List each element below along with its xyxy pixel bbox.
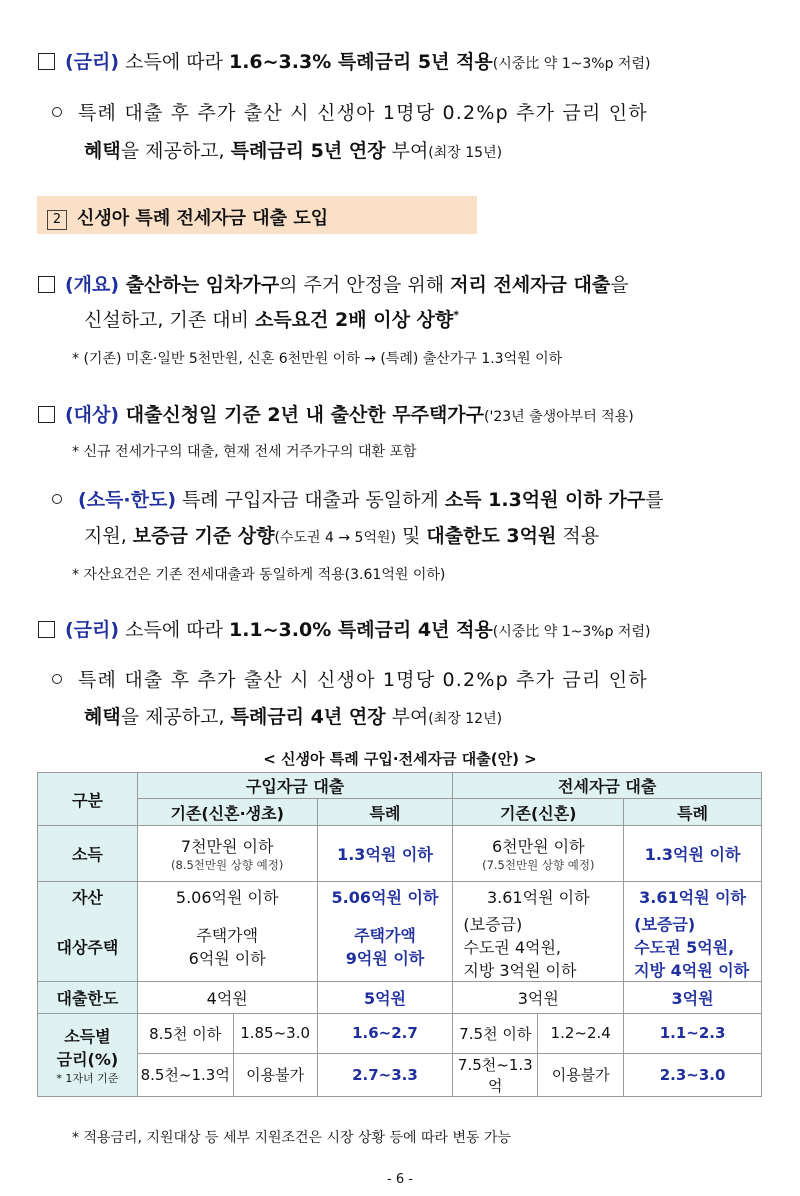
cell-subtext: (7.5천만원 상향 예정) [482, 858, 595, 872]
header-purchase: 구입자금 대출 [137, 773, 453, 799]
limit-b6: 적용 [556, 525, 600, 547]
rate-label1: 소득별 [64, 1026, 111, 1046]
overview-tag: (개요) [65, 274, 120, 296]
row-label-rate [38, 1013, 138, 1096]
limit-a3: 를 [645, 489, 664, 511]
limit-b3: (수도권 4 → 5억원) [274, 530, 396, 546]
table-row [38, 1053, 762, 1096]
header-special-purchase: 특례 [317, 799, 453, 826]
section-heading [37, 196, 477, 234]
limit-b4: 및 [395, 525, 427, 547]
purchase-extra-line1 [52, 98, 648, 125]
loan-existing-purchase: 4억원 [137, 981, 317, 1013]
checkbox-square-icon [38, 621, 55, 638]
overview-line1 [38, 270, 629, 297]
income-special-lease: 1.3억원 이하 [624, 826, 762, 882]
rate-cell: 이용불가 [233, 1053, 317, 1096]
rate-cell: 8.5천 이하 [137, 1013, 233, 1053]
house-special-purchase [317, 912, 453, 982]
row-label-income: 소득 [38, 826, 138, 882]
extra-b4: 부여 [385, 140, 429, 162]
row-label-house: 대상주택 [38, 912, 138, 982]
table-caption: < 신생아 특례 구입·전세자금 대출(안) > [263, 750, 537, 768]
overview-a4: 을 [610, 274, 629, 296]
comparison-table [37, 772, 762, 1097]
income-existing-purchase [137, 826, 317, 882]
header-lease: 전세자금 대출 [453, 773, 762, 799]
overview-b3: * [453, 308, 460, 322]
checkbox-square-icon [38, 53, 55, 70]
purchase-extra-line2 [84, 136, 502, 163]
header-special-lease: 특례 [624, 799, 762, 826]
limit-b2: 보증금 기준 상향 [132, 525, 275, 547]
loan-existing-lease: 3억원 [453, 981, 624, 1013]
limit-b1: 지원, [84, 525, 133, 547]
extra-b5: (최장 15년) [428, 145, 503, 161]
circle-bullet-icon [52, 494, 62, 504]
limit-line2 [84, 521, 599, 548]
section-title: 신생아 특례 전세자금 대출 도입 [77, 208, 329, 229]
target-note: * 신규 전세가구의 대출, 현재 전세 거주가구의 대환 포함 [72, 444, 417, 460]
lease-extra-text: 특례 대출 후 추가 출산 시 신생아 1명당 0.2%p 추가 금리 인하 [78, 669, 648, 691]
cell-text: 주택가액 [354, 926, 416, 945]
rate-label3: * 1자녀 기준 [56, 1071, 119, 1085]
rate-cell: 1.2~2.4 [538, 1013, 624, 1053]
table-row [38, 981, 762, 1013]
target-tag: (대상) [65, 404, 120, 426]
cell-text: 주택가액 [196, 926, 259, 945]
income-special-purchase: 1.3억원 이하 [317, 826, 453, 882]
asset-special-lease: 3.61억원 이하 [624, 882, 762, 912]
lease-rate-a2: 1.1~3.0% 특례금리 4년 적용 [228, 619, 493, 641]
overview-note: * (기존) 미혼·일반 5천만원, 신혼 6천만원 이하 → (특례) 출산가구 1.3억원 이하 [72, 351, 563, 367]
cell-subtext: (8.5천만원 상향 예정) [171, 858, 284, 872]
rate-text: 소득에 따라 [119, 51, 229, 73]
lease-extra-line2 [84, 702, 502, 729]
house-existing-purchase [137, 912, 317, 982]
target-a1: 대출신청일 기준 2년 내 출산한 무주택가구 [119, 404, 485, 426]
purchase-rate-line [38, 47, 650, 74]
cell-text: 수도권 4억원, [463, 937, 562, 957]
overview-a2: 의 주거 안정을 위해 [279, 274, 451, 296]
overview-line2 [84, 305, 459, 332]
target-a2: ('23년 출생아부터 적용) [484, 409, 634, 425]
extra-b2: 을 제공하고, [120, 140, 231, 162]
house-existing-lease [453, 912, 624, 982]
circle-bullet-icon [52, 674, 62, 684]
header-existing-purchase: 기존(신혼·생초) [137, 799, 317, 826]
lease-extra-b5: (최장 12년) [428, 711, 503, 727]
limit-tag: (소득·한도) [78, 489, 177, 511]
asset-existing-lease: 3.61억원 이하 [453, 882, 624, 912]
section-number: 2 [47, 210, 67, 230]
limit-a2: 소득 1.3억원 이하 가구 [444, 489, 646, 511]
cell-text: 수도권 5억원, [634, 937, 735, 957]
overview-b1: 신설하고, 기존 대비 [84, 309, 255, 331]
rate-cell: 7.5천~1.3억 [453, 1053, 538, 1096]
table-row [38, 912, 762, 982]
rate-tag: (금리) [65, 51, 120, 73]
asset-existing-purchase: 5.06억원 이하 [137, 882, 317, 912]
lease-rate-a1: 소득에 따라 [119, 619, 229, 641]
lease-extra-b3: 특례금리 4년 연장 [230, 706, 386, 728]
limit-line1 [52, 485, 664, 512]
lease-extra-b4: 부여 [385, 706, 429, 728]
target-line [38, 400, 634, 427]
overview-b2: 소득요건 2배 이상 상향 [255, 309, 454, 331]
header-category: 구분 [38, 773, 138, 826]
extra-text: 특례 대출 후 추가 출산 시 신생아 1명당 0.2%p 추가 금리 인하 [78, 102, 648, 124]
lease-extra-line1 [52, 665, 648, 692]
rate-small: (시중比 약 1~3%p 저렴) [492, 56, 651, 72]
rate-cell: 2.3~3.0 [624, 1053, 762, 1096]
table-row [38, 1013, 762, 1053]
rate-bold: 1.6~3.3% 특례금리 5년 적용 [228, 51, 493, 73]
table-row [38, 882, 762, 912]
cell-text: 7천만원 이하 [180, 837, 274, 856]
house-special-lease [624, 912, 762, 982]
loan-special-purchase: 5억원 [317, 981, 453, 1013]
cell-text: (보증금) [634, 914, 696, 934]
rate-cell: 1.1~2.3 [624, 1013, 762, 1053]
checkbox-square-icon [38, 276, 55, 293]
rate-cell: 2.7~3.3 [317, 1053, 453, 1096]
cell-text: 6억원 이하 [188, 949, 266, 968]
overview-a3: 저리 전세자금 대출 [450, 274, 611, 296]
lease-rate-line [38, 615, 650, 642]
circle-bullet-icon [52, 107, 62, 117]
header-existing-lease: 기존(신혼) [453, 799, 624, 826]
extra-b3: 특례금리 5년 연장 [230, 140, 386, 162]
overview-a1: 출산하는 임차가구 [119, 274, 280, 296]
loan-special-lease: 3억원 [624, 981, 762, 1013]
rate-cell: 7.5천 이하 [453, 1013, 538, 1053]
cell-text: 9억원 이하 [345, 949, 425, 968]
page-number: - 6 - [387, 1172, 413, 1187]
asset-special-purchase: 5.06억원 이하 [317, 882, 453, 912]
income-existing-lease [453, 826, 624, 882]
table-row [38, 826, 762, 882]
limit-note: * 자산요건은 기존 전세대출과 동일하게 적용(3.61억원 이하) [72, 567, 446, 583]
rate-cell: 1.85~3.0 [233, 1013, 317, 1053]
lease-extra-b1: 혜택 [84, 706, 121, 728]
cell-text: 지방 3억원 이하 [463, 960, 577, 980]
cell-text: (보증금) [463, 914, 523, 934]
cell-text: 지방 4억원 이하 [634, 960, 750, 980]
cell-text: 6천만원 이하 [491, 837, 585, 856]
row-label-asset: 자산 [38, 882, 138, 912]
lease-extra-b2: 을 제공하고, [120, 706, 231, 728]
rate-cell: 8.5천~1.3억 [137, 1053, 233, 1096]
lease-rate-tag: (금리) [65, 619, 120, 641]
footnote: * 적용금리, 지원대상 등 세부 지원조건은 시장 상황 등에 따라 변동 가능 [72, 1130, 512, 1146]
lease-rate-a3: (시중比 약 1~3%p 저렴) [492, 624, 651, 640]
limit-a1: 특례 구입자금 대출과 동일하게 [176, 489, 445, 511]
rate-cell: 1.6~2.7 [317, 1013, 453, 1053]
checkbox-square-icon [38, 406, 55, 423]
rate-label2: 금리(%) [56, 1049, 119, 1069]
rate-cell: 이용불가 [538, 1053, 624, 1096]
extra-b1: 혜택 [84, 140, 121, 162]
limit-b5: 대출한도 3억원 [426, 525, 557, 547]
row-label-loan: 대출한도 [38, 981, 138, 1013]
